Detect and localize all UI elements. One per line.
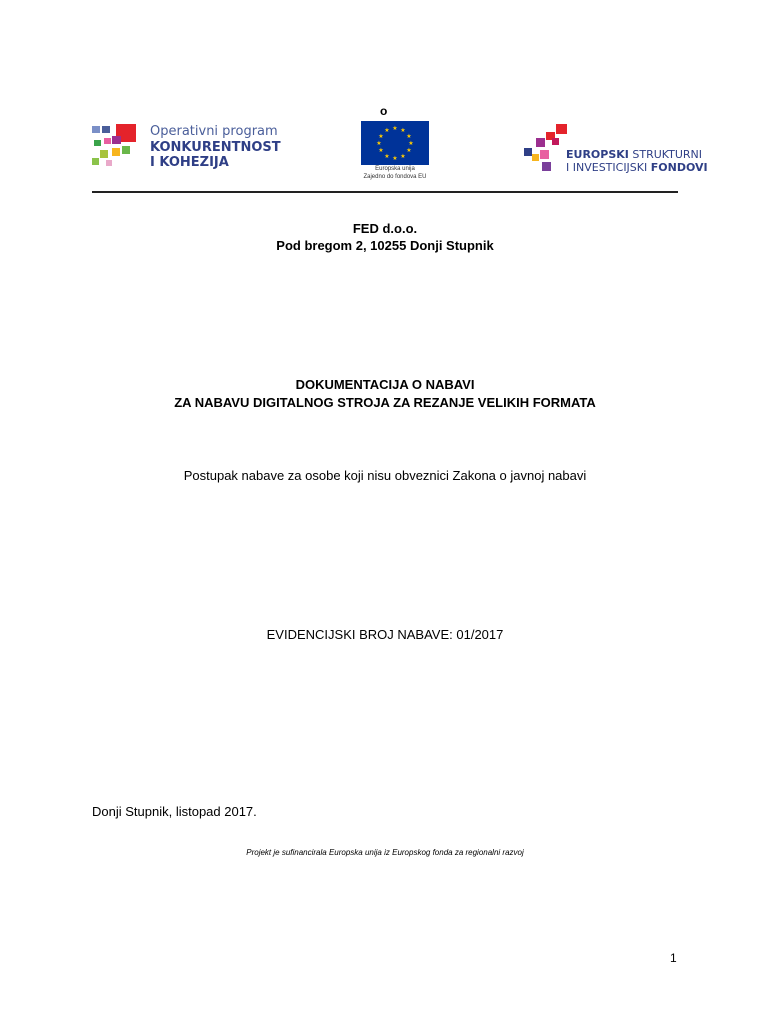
svg-text:★: ★	[400, 127, 406, 134]
logo-right-line1-rest: STRUKTURNI	[628, 148, 703, 161]
svg-text:★: ★	[392, 155, 398, 162]
op-squares-icon	[92, 124, 138, 166]
svg-text:★: ★	[378, 147, 384, 154]
logo-eu	[352, 121, 438, 183]
svg-text:★: ★	[376, 140, 382, 147]
top-mark: o	[380, 104, 388, 118]
svg-text:★: ★	[408, 140, 414, 147]
logo-right-line2-rest: I INVESTICIJSKI	[566, 161, 651, 175]
svg-text:★: ★	[392, 125, 398, 132]
header-divider	[92, 191, 678, 193]
eu-caption-line2: Zajedno do fondova EU	[363, 173, 427, 180]
eu-flag-icon	[361, 121, 429, 165]
logo-left-line2: KONKURENTNOST	[150, 139, 281, 155]
procedure-text: Postupak nabave za osobe koji nisu obveznici Zakona o javnoj nabavi	[183, 468, 587, 483]
company-name: FED d.o.o.	[352, 221, 418, 236]
logo-operativni-program	[92, 124, 281, 171]
place-date: Donji Stupnik, listopad 2017.	[92, 804, 257, 819]
logo-right-line2-bold: FONDOVI	[650, 161, 708, 175]
svg-text:★: ★	[406, 133, 412, 140]
page-number: 1	[670, 951, 677, 965]
procurement-reference: EVIDENCIJSKI BROJ NABAVE: 01/2017	[266, 627, 504, 642]
svg-text:★: ★	[378, 133, 384, 140]
svg-text:★: ★	[384, 153, 390, 160]
logo-esi-fondovi	[522, 124, 708, 175]
footer-note: Projekt je sufinancirala Europska unija iz Europskog fonda za regionalni razvoj	[246, 848, 524, 857]
svg-text:★: ★	[400, 153, 406, 160]
eu-caption-line1: Europska unija	[375, 166, 415, 172]
logo-left-line3: I KOHEZIJA	[150, 155, 229, 171]
svg-text:★: ★	[406, 147, 412, 154]
document-title-line1: DOKUMENTACIJA O NABAVI	[295, 377, 475, 392]
esi-squares-icon	[522, 124, 568, 172]
company-address: Pod bregom 2, 10255 Donji Stupnik	[276, 238, 494, 253]
svg-text:★: ★	[384, 127, 390, 134]
logo-left-line1: Operativni program	[150, 124, 278, 139]
logo-right-line1-bold: EUROPSKI	[566, 148, 629, 161]
document-title-line2: ZA NABAVU DIGITALNOG STROJA ZA REZANJE VELIKIH FORMATA	[174, 395, 596, 410]
